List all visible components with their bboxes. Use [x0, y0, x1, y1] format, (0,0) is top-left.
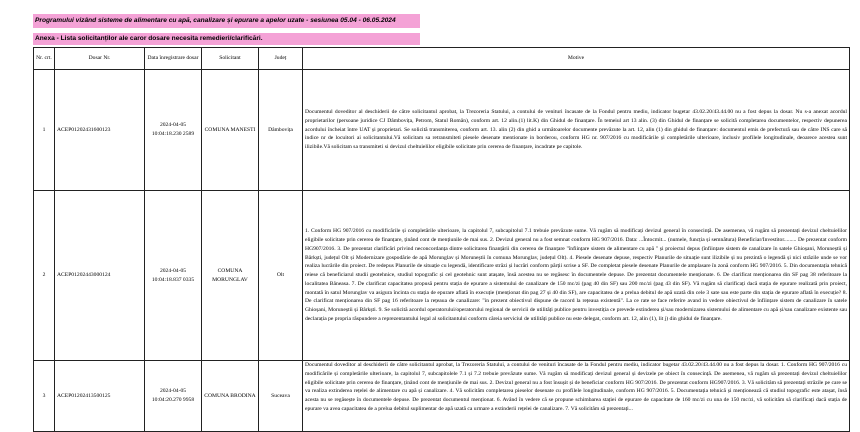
records-table: [33, 47, 850, 432]
table-row: [34, 70, 850, 191]
cell-dosar: ACEP01202443000124: [55, 191, 145, 361]
cell-data: 2024-04-05 10:04:18.230 2589: [145, 70, 202, 191]
cell-nr: 1: [34, 70, 55, 191]
cell-judet: Dâmbovița: [259, 70, 303, 191]
column-header-judet: Județ: [259, 48, 303, 70]
cell-motive: [303, 70, 850, 191]
column-header-motive: Motive: [303, 48, 850, 70]
cell-nr: 2: [34, 191, 55, 361]
cell-data: 2024-04-05 10:04:18.837 0335: [145, 191, 202, 361]
cell-dosar: ACEP01202413500125: [55, 361, 145, 432]
motive-text: Documentul doveditor al deschiderii de către solicitantul aprobat, la Trezoreria Statului, a contului de venituri încasate de la Fondul pentru mediu, indicator bugetar 43.02.20/43.44.00 nu a fost depus la dosar. 1. Conform HG 907/2016 cu modificările și completările ulterioare, la capitolul 7, subcapitolele 7.1 și 7.2 trebuie prevăzute sume. Vă rugăm să modificați devizul general și devizele pe obiect în consecință. De asemenea, vă rugăm să prezentați devizul cheltuielilor eligibile solicitate prin cererea de finanțare, ținând cont de mențiunile de mai sus. 2. Devizul general nu a fost însușit și de beneficiar conform HG 907/2016. De prezentat conform HG907/2016. 3. Vă solicităm să prezentați străzile pe care se va realiza extinderea rețelei de alimentare cu apă și canalizare. 4. Vă solicităm completarea pieselor desenate cu profilele longitudinale, conform HG 907/2016. 5. Documentația tehnică și menționează că studiul topografic este atașat, însă acesta nu se regăsește în documentele depuse. De prezentat documentul menționat. 6. Având în vedere că se propune schimbarea stației de epurare de capacitate de 160 mc/zi cu una de 150 mc/zi, vă solicităm să clarificați dacă stația de epurare va avea capacitatea de a prelua debitul suplimentar de apă uzată ca urmare a extinderii rețelei de canalizare. 7. Vă solicităm să prezentați...: [305, 362, 847, 412]
cell-motive: [303, 361, 850, 432]
motive-text: Documentul doveditor al deschiderii de către solicitantul aprobat, la Trezoreria Statului, a contului de venituri încasate de la Fondul pentru mediu, indicator bugetar 43.02.20/43.44.00 nu a fost depus la dosar. Nu s-a anexat acordul proprietarilor (persoane juridice CJ Dâmbovița, Petrom, Statul Român), conform art. 12 alin.(1) lit.K) din Ghidul de finanțare. În temeiul art 13 alin. (3) din Ghidul de finanțare se solicită completarea documentelor, respectiv depunerea acordului încheiat între UAT și proprietari. Se solicită transmiterea, conform art. 13. alin (2) din ghid a următoarelor documente prevăzute la art. 12, alin (1) din ghidul de finanțare: documentul emis de prefectură sau de către INS care să indice nr de locuitori ai solicitantului.Vă solicitam sa retransmiteti piesele desenate mentionate in borderou, conform HG nr. 907/2016 cu modificările și completările ulterioare, inclusiv profilele longitudinale, deoarece acestea sunt ilizibile.Vă solicitam sa transmiteti si devizul cheltuielilor eligibile solicitate prin cererea de finanțare, incadrate pe capitole.: [305, 109, 847, 151]
motive-text: 1. Conform HG 907/2016 cu modificările și completările ulterioare, la capitolul 7, subcapitolul 7.1 trebuie prevăzute sume. Vă rugăm să modificați devizul general în consecință. De asemenea, vă rugăm să prezentați devizul cheltuielilor eligibile solicitate prin cererea de finanțare, ținând cont de mențiunile de mai sus. 2. Devizul general nu a fost semnat conform HG 907/2016. Data: ...Întocmit... (numele, funcția și semnătura) Beneficiar/Investitor......... De prezentat conform HG907/2016. 3. De prezentat clarificări privind neconcordanța dintre solicitarea finanțării din cererea de finanțare "înființare sistem de alimentare cu apă " și proiectul depus (înființare sistem de canalizare în satele Ghioșani, Moruneștii și Bârkști, județul Olt și Modernizare gospodărie de apă Morunglav și Moruneștii în comuna Morunglav, județul Olt). 4. Piesele desenate depuse, respectiv Planurile de situație sunt ilizibile și nu prezintă o legendă și nici străzile unde se vor realiza lucrările din proiect. De redepus Planurile de situație cu legendă, identificare străzi și lucrări conform părții scrise a SF. De completat piesele desenate Planurile de amplasare în zonă conform HG 907/2016. 5. Din documentația tehnică reiese că beneficiarul studii geotehnice, studiul topografic și cel geotehnic sunt atașate, însă acestea nu se regăsesc în documentele depuse. De prezentat documentele menționate. 6. De clarificat menționarea din SF pag 38 referitoare la localitatea Bâneasa. 7. De clarificat capacitatea propusă pentru stația de epurare a sistemului de canalizare de 150 mc/zi (pag 40 din SF) sau 200 mc/zi (pag 43 din SF). Vă rugăm să clarificați dacă stația de epurare realizată prin proiect, montată în satul Morunglav va asigura încinta cu stația de epurare aflată în execuție (menționat din pag 27 și 40 din SF), are capacitatea de a prelua debitul de apă uzată din cele 3 sate sau este parte din stația de epurare aflată în execuție? 8. De clarificat menționarea din SF pag 16 referitoare la rețeaua de canalizare: "in prezent obiectivul dispune de racord la rețeaua existentă". La ce rate se face referire avand in vedere obiectivul de înființare sistem de canalizare în satele Ghioșani, Moruneștii și Bârkști. 9. Se solicită acordul operatorului/operatorului regional de servicii de utilități publice pentru investiția ce prevede extinderea și/sau modernizarea sistemului de alimentare cu apă și/sau canalizare existente sau declarația pe propria răspundere a reprezentantului legal al solicitantului conform căreia serviciul de utilități publice nu este delegat, conform art. 12, alin (1), lit j) din ghidul de finanțare.: [305, 228, 847, 323]
table-row: [34, 191, 850, 361]
cell-judet: Olt: [259, 191, 303, 361]
column-header-solicitant: Solicitant: [202, 48, 259, 70]
cell-data: 2024-04-05 10:04:20.270 9958: [145, 361, 202, 432]
cell-solicitant: COMUNA MORUNGLAV: [202, 191, 259, 361]
cell-solicitant: COMUNA MANESTI: [202, 70, 259, 191]
column-header-data: Data înregistrare dosar: [145, 48, 202, 70]
annex-title: Anexa - Lista solicitanților ale caror dosare necesita remedieri/clarificări.: [33, 33, 420, 45]
cell-motive: [303, 191, 850, 361]
program-title: Programului vizând sisteme de alimentare cu apă, canalizare și epurare a apelor uzate - sesiunea 05.04 - 06.05.2024: [33, 14, 420, 28]
cell-solicitant: COMUNA BRODINA: [202, 361, 259, 432]
cell-judet: Suceava: [259, 361, 303, 432]
cell-nr: 3: [34, 361, 55, 432]
table-row: [34, 361, 850, 432]
column-header-nr: Nr. crt.: [34, 48, 55, 70]
cell-dosar: ACEP01202431600123: [55, 70, 145, 191]
column-header-dosar: Dosar Nr.: [55, 48, 145, 70]
table-header-row: [34, 48, 850, 70]
